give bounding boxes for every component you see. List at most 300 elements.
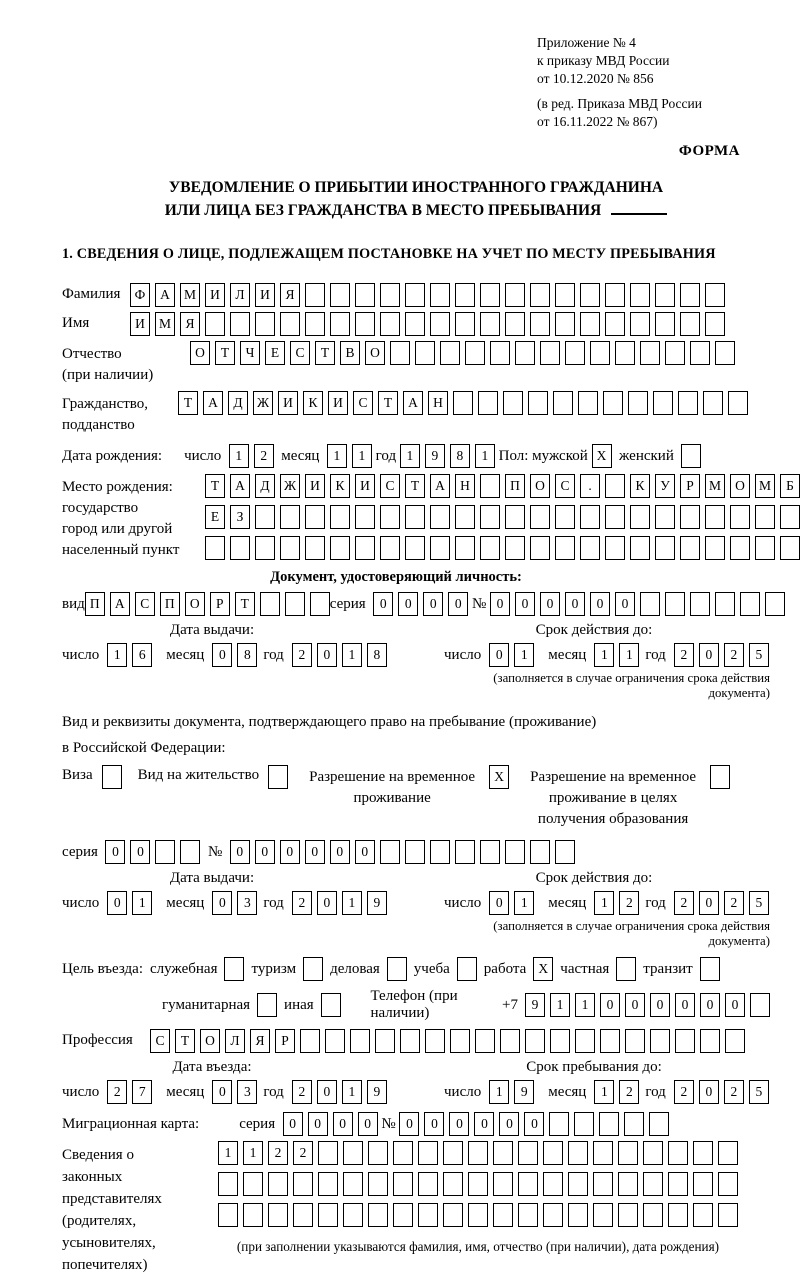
char-cell: 7 <box>132 1080 152 1104</box>
char-cell: Т <box>315 341 335 365</box>
firstname-row <box>62 312 770 336</box>
char-cell: 2 <box>674 1080 694 1104</box>
char-cell <box>543 1141 563 1165</box>
char-cell <box>268 1172 288 1196</box>
representatives-note: (при заполнении указываются фамилия, имя, отчество (при наличии), дата рождения) <box>236 1239 720 1254</box>
char-cell <box>455 536 475 560</box>
char-cell <box>478 391 498 415</box>
char-cell: Ф <box>130 283 150 307</box>
char-cell <box>630 312 650 336</box>
char-cell <box>321 993 341 1017</box>
char-cell <box>718 1172 738 1196</box>
char-cell <box>580 312 600 336</box>
char-cell: 0 <box>490 592 510 616</box>
char-cell: 1 <box>327 444 347 468</box>
char-cell <box>180 840 200 864</box>
patronymic-sublabel: (при наличии) <box>62 367 154 383</box>
char-cell <box>418 1172 438 1196</box>
representatives-row1-cells <box>218 1141 738 1165</box>
char-cell: 1 <box>594 643 614 667</box>
surname-cells <box>130 283 725 307</box>
char-cell <box>418 1203 438 1227</box>
char-cell <box>693 1172 713 1196</box>
char-cell: 9 <box>525 993 545 1017</box>
char-cell <box>505 840 525 864</box>
char-cell <box>618 1172 638 1196</box>
char-cell <box>624 1112 644 1136</box>
char-cell <box>780 536 800 560</box>
char-cell <box>243 1203 263 1227</box>
migration-series-cells <box>283 1112 378 1136</box>
patronymic-cells <box>190 341 735 365</box>
char-cell: Н <box>428 391 448 415</box>
char-cell <box>457 957 477 981</box>
char-cell <box>616 957 636 981</box>
residence-issue-day-cells <box>107 891 152 915</box>
birthplace-block <box>62 474 794 561</box>
char-cell: А <box>430 474 450 498</box>
issue-day-cells <box>107 643 152 667</box>
char-cell <box>243 1172 263 1196</box>
char-cell: 0 <box>358 1112 378 1136</box>
char-cell <box>343 1141 363 1165</box>
char-cell: Т <box>175 1029 195 1053</box>
char-cell <box>549 1112 569 1136</box>
birth-year-cells <box>400 444 495 468</box>
char-cell <box>330 312 350 336</box>
char-cell: 0 <box>489 891 509 915</box>
stay-day-cells <box>489 1080 534 1104</box>
char-cell <box>480 840 500 864</box>
char-cell: 0 <box>590 592 610 616</box>
char-cell <box>305 505 325 529</box>
char-cell: П <box>505 474 525 498</box>
purpose-official-checkbox <box>224 957 244 981</box>
char-cell: П <box>85 592 105 616</box>
char-cell: В <box>340 341 360 365</box>
char-cell <box>530 283 550 307</box>
char-cell <box>655 312 675 336</box>
char-cell: 0 <box>212 643 232 667</box>
char-cell <box>718 1141 738 1165</box>
char-cell <box>430 283 450 307</box>
char-cell: И <box>205 283 225 307</box>
char-cell <box>568 1141 588 1165</box>
char-cell <box>605 312 625 336</box>
char-cell <box>375 1029 395 1053</box>
char-cell <box>578 391 598 415</box>
form-label: ФОРМА <box>678 143 740 159</box>
residence-number-cells <box>230 840 575 864</box>
char-cell: 1 <box>132 891 152 915</box>
char-cell: Я <box>180 312 200 336</box>
residence-options <box>62 765 770 830</box>
expiry-month-cells <box>594 643 639 667</box>
char-cell <box>224 957 244 981</box>
char-cell <box>700 1029 720 1053</box>
birth-day-cells <box>229 444 274 468</box>
char-cell <box>293 1203 313 1227</box>
char-cell <box>380 312 400 336</box>
char-cell <box>525 1029 545 1053</box>
char-cell: 1 <box>619 643 639 667</box>
char-cell: Р <box>210 592 230 616</box>
char-cell: 2 <box>292 643 312 667</box>
char-cell <box>102 765 122 789</box>
char-cell: 0 <box>399 1112 419 1136</box>
expiry-note: (заполняется в случае ограничения срока действия документа) <box>493 671 770 700</box>
char-cell: 0 <box>650 993 670 1017</box>
title-line-1: УВЕДОМЛЕНИЕ О ПРИБЫТИИ ИНОСТРАННОГО ГРАЖДАНИНА <box>168 179 664 196</box>
purpose-other-checkbox <box>321 993 341 1017</box>
char-cell <box>675 1029 695 1053</box>
representatives-cells <box>218 1141 738 1227</box>
char-cell <box>715 592 735 616</box>
char-cell: 0 <box>675 993 695 1017</box>
migration-number-cells <box>399 1112 669 1136</box>
char-cell <box>268 1203 288 1227</box>
char-cell: 1 <box>229 444 249 468</box>
char-cell <box>780 505 800 529</box>
char-cell <box>543 1172 563 1196</box>
char-cell: Б <box>780 474 800 498</box>
char-cell <box>230 536 250 560</box>
char-cell: 8 <box>237 643 257 667</box>
char-cell <box>405 505 425 529</box>
purpose-work-checkbox <box>533 957 553 981</box>
issue-year-cells <box>292 643 387 667</box>
char-cell: Т <box>235 592 255 616</box>
residence-intro-line1: Вид и реквизиты документа, подтверждающего право на пребывание (проживание) <box>62 714 597 730</box>
char-cell <box>680 283 700 307</box>
char-cell <box>640 341 660 365</box>
char-cell: Д <box>255 474 275 498</box>
char-cell <box>618 1141 638 1165</box>
profession-label: Профессия <box>62 1032 133 1048</box>
purpose-private-checkbox <box>616 957 636 981</box>
char-cell <box>600 1029 620 1053</box>
char-cell <box>530 312 550 336</box>
char-cell: 5 <box>749 1080 769 1104</box>
char-cell <box>593 1141 613 1165</box>
char-cell <box>218 1172 238 1196</box>
char-cell: 1 <box>575 993 595 1017</box>
purpose-humanitarian-checkbox <box>257 993 277 1017</box>
char-cell <box>665 592 685 616</box>
char-cell: И <box>355 474 375 498</box>
char-cell <box>718 1203 738 1227</box>
char-cell <box>455 505 475 529</box>
char-cell <box>505 312 525 336</box>
char-cell: 2 <box>674 643 694 667</box>
char-cell <box>305 312 325 336</box>
purpose-official-label: служебная <box>149 960 218 977</box>
char-cell: 0 <box>333 1112 353 1136</box>
purpose-label: Цель въезда: <box>62 960 143 977</box>
char-cell <box>300 1029 320 1053</box>
identity-doc-row <box>62 592 770 616</box>
char-cell: 0 <box>398 592 418 616</box>
char-cell <box>330 536 350 560</box>
char-cell <box>493 1141 513 1165</box>
char-cell <box>405 312 425 336</box>
birthdate-row <box>62 444 770 468</box>
char-cell <box>730 536 750 560</box>
entry-month-cells <box>212 1080 257 1104</box>
char-cell <box>230 312 250 336</box>
char-cell: О <box>730 474 750 498</box>
char-cell <box>605 474 625 498</box>
temp-residence-education-option: Разрешение на временное проживание в целях получения образования <box>525 765 730 830</box>
char-cell <box>450 1029 470 1053</box>
char-cell <box>443 1203 463 1227</box>
char-cell <box>665 341 685 365</box>
char-cell: 0 <box>317 643 337 667</box>
char-cell: 9 <box>367 891 387 915</box>
char-cell <box>555 840 575 864</box>
char-cell: 1 <box>550 993 570 1017</box>
char-cell <box>680 505 700 529</box>
char-cell <box>618 1203 638 1227</box>
char-cell <box>655 536 675 560</box>
char-cell: Р <box>275 1029 295 1053</box>
char-cell <box>640 592 660 616</box>
female-checkbox <box>681 444 701 468</box>
char-cell: 2 <box>674 891 694 915</box>
purpose-private-label: частная <box>560 960 610 977</box>
char-cell: 0 <box>255 840 275 864</box>
char-cell <box>725 1029 745 1053</box>
char-cell: 2 <box>724 891 744 915</box>
char-cell: И <box>328 391 348 415</box>
char-cell: 9 <box>425 444 445 468</box>
char-cell <box>405 283 425 307</box>
char-cell <box>550 1029 570 1053</box>
entry-date-heading: Дата въезда: <box>172 1059 252 1075</box>
char-cell: А <box>403 391 423 415</box>
char-cell: 0 <box>540 592 560 616</box>
citizenship-label: Гражданство, подданство <box>62 391 178 436</box>
char-cell <box>530 840 550 864</box>
char-cell <box>280 536 300 560</box>
purpose-tourism-label: туризм <box>251 960 297 977</box>
char-cell <box>555 536 575 560</box>
char-cell: 0 <box>317 891 337 915</box>
annex-note-line: от 16.11.2022 № 867) <box>537 114 658 129</box>
char-cell: 2 <box>254 444 274 468</box>
char-cell <box>393 1141 413 1165</box>
char-cell: Т <box>405 474 425 498</box>
char-cell: 1 <box>107 643 127 667</box>
char-cell: 6 <box>132 643 152 667</box>
char-cell: 2 <box>107 1080 127 1104</box>
char-cell <box>255 536 275 560</box>
char-cell <box>755 536 775 560</box>
char-cell <box>387 957 407 981</box>
series-label: серия <box>239 1115 276 1132</box>
char-cell <box>740 592 760 616</box>
firstname-cells <box>130 312 725 336</box>
char-cell: И <box>278 391 298 415</box>
representatives-block <box>62 1141 770 1276</box>
phone-label: Телефон (при наличии) <box>370 988 458 1021</box>
doc-series-cells <box>373 592 468 616</box>
char-cell <box>505 536 525 560</box>
char-cell: 0 <box>615 592 635 616</box>
patronymic-row <box>62 341 770 386</box>
char-cell <box>268 765 288 789</box>
surname-label: Фамилия <box>62 286 121 302</box>
char-cell <box>530 536 550 560</box>
series-label: серия <box>329 595 366 612</box>
birthplace-label: Место рождения: государство город или другой населенный пункт <box>62 479 180 558</box>
char-cell: 0 <box>423 592 443 616</box>
residence-expiry-block: Срок действия до: число 0 1 месяц 1 2 год 2 0 2 5 (заполняется в случае ограничения срока действия документа) <box>444 870 770 948</box>
char-cell: С <box>290 341 310 365</box>
char-cell <box>443 1172 463 1196</box>
entry-stay-dates <box>62 1059 770 1104</box>
annex-line: от 10.12.2020 № 856 <box>537 71 654 86</box>
char-cell: 2 <box>724 643 744 667</box>
char-cell: И <box>305 474 325 498</box>
char-cell <box>628 391 648 415</box>
char-cell <box>715 341 735 365</box>
char-cell <box>393 1203 413 1227</box>
birthplace-row3-cells <box>205 536 800 560</box>
entry-day-cells <box>107 1080 152 1104</box>
char-cell <box>574 1112 594 1136</box>
char-cell <box>425 1029 445 1053</box>
char-cell: 0 <box>283 1112 303 1136</box>
char-cell: К <box>303 391 323 415</box>
char-cell: 0 <box>625 993 645 1017</box>
char-cell <box>455 840 475 864</box>
char-cell <box>680 536 700 560</box>
char-cell <box>500 1029 520 1053</box>
char-cell: С <box>555 474 575 498</box>
char-cell <box>205 312 225 336</box>
issue-month-cells <box>212 643 257 667</box>
char-cell <box>730 505 750 529</box>
char-cell: 0 <box>355 840 375 864</box>
char-cell: Т <box>178 391 198 415</box>
number-label: № <box>207 843 223 860</box>
char-cell: 0 <box>515 592 535 616</box>
document-title <box>62 176 770 222</box>
char-cell: О <box>530 474 550 498</box>
profession-cells <box>150 1029 745 1053</box>
char-cell: 1 <box>342 643 362 667</box>
char-cell: 0 <box>308 1112 328 1136</box>
char-cell <box>580 505 600 529</box>
char-cell: Я <box>280 283 300 307</box>
char-cell <box>678 391 698 415</box>
char-cell <box>630 536 650 560</box>
char-cell: Ж <box>280 474 300 498</box>
annex-line: Приложение № 4 <box>537 35 636 50</box>
char-cell <box>503 391 523 415</box>
section1-heading: 1. СВЕДЕНИЯ О ЛИЦЕ, ПОДЛЕЖАЩЕМ ПОСТАНОВКЕ НА УЧЕТ ПО МЕСТУ ПРЕБЫВАНИЯ <box>62 246 716 262</box>
stay-year-cells <box>674 1080 769 1104</box>
char-cell: М <box>155 312 175 336</box>
char-cell <box>380 283 400 307</box>
char-cell: М <box>705 474 725 498</box>
char-cell <box>343 1172 363 1196</box>
residence-issue-month-cells <box>212 891 257 915</box>
char-cell <box>155 840 175 864</box>
patronymic-label: Отчество (при наличии) <box>62 341 190 386</box>
residence-doc-dates <box>62 870 770 949</box>
doc-kind-cells <box>85 592 330 616</box>
entry-date-block: Дата въезда: число 2 7 месяц 0 3 год 2 0 1 9 <box>62 1059 444 1104</box>
char-cell <box>518 1141 538 1165</box>
residence-expiry-day-cells <box>489 891 534 915</box>
char-cell <box>643 1172 663 1196</box>
purpose-study-checkbox <box>457 957 477 981</box>
char-cell: 0 <box>424 1112 444 1136</box>
char-cell: Я <box>250 1029 270 1053</box>
char-cell: X <box>533 957 553 981</box>
char-cell <box>390 341 410 365</box>
char-cell <box>605 505 625 529</box>
purpose-row-1 <box>62 957 770 981</box>
char-cell: 0 <box>373 592 393 616</box>
char-cell: 1 <box>594 1080 614 1104</box>
char-cell <box>293 1172 313 1196</box>
firstname-label: Имя <box>62 315 90 331</box>
birth-month-cells <box>327 444 372 468</box>
identity-doc-dates <box>62 622 770 701</box>
purpose-business-label: деловая <box>330 960 380 977</box>
temp-residence-checkbox <box>489 765 509 789</box>
char-cell: 0 <box>489 643 509 667</box>
char-cell <box>555 312 575 336</box>
char-cell <box>303 957 323 981</box>
char-cell <box>518 1203 538 1227</box>
purpose-humanitarian-label: гуманитарная <box>162 996 251 1013</box>
char-cell <box>280 312 300 336</box>
char-cell <box>650 1029 670 1053</box>
identity-issue-block: Дата выдачи: число 1 6 месяц 0 8 год 2 0 1 8 <box>62 622 444 701</box>
sex-label: Пол: мужской <box>498 447 588 464</box>
char-cell: О <box>200 1029 220 1053</box>
char-cell <box>305 536 325 560</box>
char-cell: К <box>330 474 350 498</box>
char-cell <box>668 1141 688 1165</box>
char-cell: 0 <box>499 1112 519 1136</box>
expiry-date-heading: Срок действия до: <box>535 622 653 638</box>
char-cell <box>368 1203 388 1227</box>
char-cell: 0 <box>212 891 232 915</box>
char-cell <box>453 391 473 415</box>
char-cell <box>615 341 635 365</box>
male-checkbox <box>592 444 612 468</box>
purpose-tourism-checkbox <box>303 957 323 981</box>
char-cell <box>318 1141 338 1165</box>
char-cell: 0 <box>449 1112 469 1136</box>
birthdate-label: Дата рождения: <box>62 447 163 464</box>
char-cell: И <box>255 283 275 307</box>
residence-issue-year-cells <box>292 891 387 915</box>
char-cell <box>255 312 275 336</box>
char-cell <box>750 993 770 1017</box>
citizenship-row <box>62 391 770 436</box>
identity-doc-heading: Документ, удостоверяющий личность: <box>270 569 522 585</box>
char-cell <box>355 283 375 307</box>
char-cell: Д <box>228 391 248 415</box>
char-cell <box>465 341 485 365</box>
birthplace-cells <box>205 474 800 560</box>
